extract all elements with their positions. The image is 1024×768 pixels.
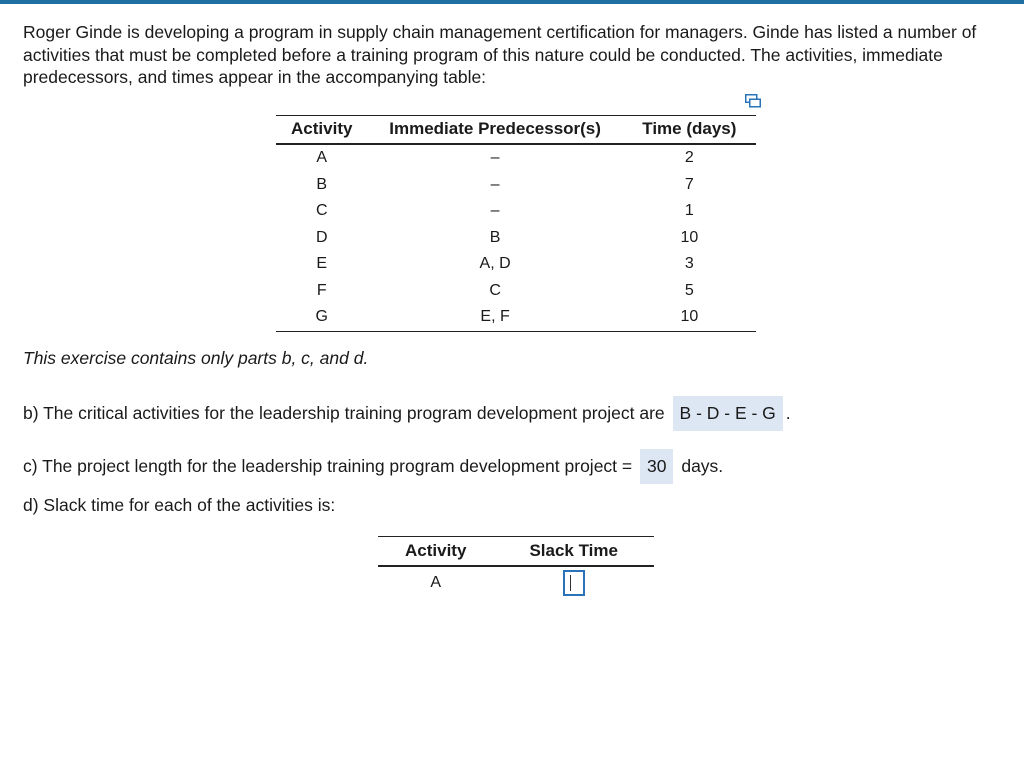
table-row <box>276 225 756 252</box>
cell-activity: E <box>316 255 328 272</box>
cell-time: 1 <box>684 202 694 219</box>
header-predecessors: Immediate Predecessor(s) <box>368 116 623 145</box>
question-d: d) Slack time for each of the activities is: <box>23 495 336 515</box>
table-row <box>276 198 756 225</box>
cell-activity: B <box>316 175 328 193</box>
table-row <box>378 566 654 598</box>
activity-table <box>276 115 756 332</box>
table-row <box>276 144 756 172</box>
slack-cell-activity: A <box>430 573 442 591</box>
header-time: Time (days) <box>623 116 756 145</box>
cell-activity: A <box>316 149 328 166</box>
question-c <box>23 449 723 484</box>
problem-statement: Roger Ginde is developing a program in supply chain management certification for managers. Ginde has listed a number of activities that must be completed before a training program of this nature could be conducted. The activities, immediate predecessors, and times appear in the accompanying table: <box>23 22 977 87</box>
slack-table <box>378 536 654 598</box>
cell-activity: G <box>276 304 368 331</box>
slack-table-header <box>378 537 654 567</box>
slack-time-input[interactable] <box>563 570 585 596</box>
question-b-text: b) The critical activities for the leadership training program development project are <box>23 403 665 423</box>
cell-predecessors: C <box>489 281 501 299</box>
slack-header-activity: Activity <box>378 537 493 567</box>
cell-predecessors: E, F <box>368 304 623 331</box>
project-length-answer[interactable]: 30 <box>640 449 673 484</box>
question-c-text: c) The project length for the leadership training program development project = <box>23 456 633 476</box>
cell-activity: F <box>316 281 327 299</box>
cell-time: 7 <box>684 175 694 193</box>
table-row <box>276 304 756 331</box>
cell-time: 3 <box>684 255 694 272</box>
table-row <box>276 278 756 305</box>
slack-cell-input <box>493 566 654 598</box>
cell-predecessors: A, D <box>479 255 511 272</box>
slack-header-slack: Slack Time <box>493 537 654 567</box>
question-b <box>23 396 791 431</box>
exercise-note: This exercise contains only parts b, c, and d. <box>23 348 369 368</box>
cell-predecessors: B <box>489 228 501 246</box>
question-c-suffix: days. <box>681 456 724 476</box>
cell-predecessors: – <box>490 149 500 166</box>
top-accent-bar <box>0 0 1024 4</box>
cell-predecessors: – <box>490 202 500 219</box>
cell-time: 5 <box>684 281 694 299</box>
activity-table-header <box>276 116 756 145</box>
cell-time: 10 <box>680 228 699 246</box>
critical-activities-answer[interactable]: B - D - E - G <box>673 396 783 431</box>
header-activity: Activity <box>276 116 368 145</box>
question-b-suffix: . <box>785 403 791 423</box>
table-row <box>276 251 756 278</box>
cell-time: 10 <box>623 304 756 331</box>
cell-predecessors: – <box>490 175 500 193</box>
table-row <box>276 172 756 199</box>
cell-activity: C <box>315 202 328 219</box>
cell-activity: D <box>315 228 328 246</box>
cell-time: 2 <box>684 149 694 166</box>
copy-table-icon[interactable] <box>745 94 761 108</box>
